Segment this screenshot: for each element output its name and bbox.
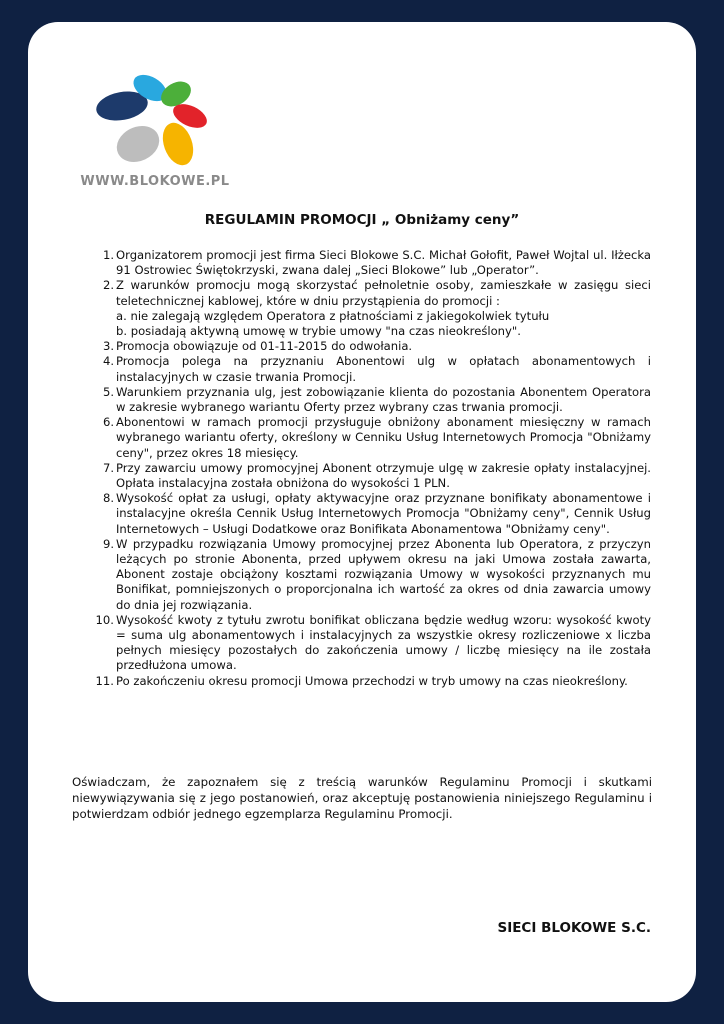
rule-number: 4. <box>102 354 114 369</box>
rule-number: 5. <box>102 384 114 399</box>
rule-subitem: b. posiadają aktywną umowę w trybie umowy "na czas nieokreślony". <box>116 324 521 339</box>
rule-number: 11. <box>95 673 114 688</box>
rule-number: 8. <box>102 491 114 506</box>
rule-number: 10. <box>95 612 114 627</box>
rule-item <box>102 248 651 278</box>
rule-number: 9. <box>102 536 114 551</box>
rule-item <box>102 339 651 354</box>
rule-item <box>95 673 651 689</box>
logo-petal-grey <box>111 119 165 168</box>
rule-subitem: a. nie zalegają względem Operatora z płatnościami z jakiegokolwiek tytułu <box>116 308 550 323</box>
rule-text: Warunkiem przyznania ulg, jest zobowiązanie klienta do pozostania Abonentem Operatora w zakresie wybranego wariantu Oferty przez wybrany czas trwania promocji. <box>116 384 651 415</box>
rule-number: 6. <box>102 415 114 430</box>
declaration-paragraph: Oświadczam, że zapoznałem się z treścią warunków Regulaminu Promocji i skutkami niewywiązywania się z jego postanowień, oraz akceptuję postanowienia niniejszego Regulaminu i potwierdzam odbiór jednego egzemplarza Regulaminu Promocji. <box>72 775 652 821</box>
rule-item <box>102 278 651 308</box>
rule-number: 1. <box>102 248 114 262</box>
rule-text: Promocja obowiązuje od 01-11-2015 do odwołania. <box>116 339 413 354</box>
rule-text: Z warunków promocju mogą skorzystać pełnoletnie osoby, zamieszkałe w zasięgu sieci teletechnicznej kablowej, które w dniu przystąpienia do promocji : <box>116 278 651 308</box>
rule-text: Abonentowi w ramach promocji przysługuje obniżony abonament miesięczny w ramach wybranego wariantu oferty, określony w Cenniku Usług Internetowych Promocja "Obniżamy ceny", przez okres 18 miesięcy. <box>116 415 651 460</box>
document-title: REGULAMIN PROMOCJI „ Obniżamy ceny” <box>204 212 520 228</box>
rule-number: 2. <box>102 278 114 293</box>
rule-item <box>102 415 651 461</box>
document-page <box>28 22 696 1002</box>
rule-item <box>102 491 651 537</box>
rule-text: Wysokość opłat za usługi, opłaty aktywacyjne oraz przyznane bonifikaty abonamentowe i instalacyjne określa Cennik Usług Internetowych Promocja "Obniżamy ceny", Cennik Usług Internetowych – Usługi Dodatkowe oraz Bonifikata Abonamentowa "Obniżamy ceny". <box>116 491 651 536</box>
signature: SIECI BLOKOWE S.C. <box>497 920 651 936</box>
rule-text: W przypadku rozwiązania Umowy promocyjnej przez Abonenta lub Operatora, z przyczyn leżących po stronie Abonenta, przed upływem okresu na jaki Umowa została zawarta, Abonent zostaje obciążony kosztami rozwiązania Umowy w wysokości przyznanych mu Bonifikat, pomniejszonych o proporcjonalna ich wartość za okres od dnia zawarcia umowy do dnia jej rozwiązania. <box>116 536 651 612</box>
rule-number: 7. <box>102 460 114 475</box>
rules-list <box>95 248 651 689</box>
rule-text: Wysokość kwoty z tytułu zwrotu bonifikat obliczana będzie według wzoru: wysokość kwoty = suma ulg abonamentowych i instalacyjnych za wszystkie okresy rozliczeniowe x liczba pełnych miesięcy pozostałych do zakończenia umowy / liczbę miesięcy na ile została przedłużona umowa. <box>116 612 651 673</box>
rule-item <box>102 536 651 613</box>
rule-number: 3. <box>102 339 114 354</box>
rule-item <box>102 384 651 415</box>
rule-item <box>102 354 651 384</box>
rule-item <box>95 612 651 674</box>
rule-text: Organizatorem promocji jest firma Sieci Blokowe S.C. Michał Gołofit, Paweł Wojtal ul. Iłżecka 91 Ostrowiec Świętokrzyski, zwana dalej „Sieci Blokowe” lub „Operator”. <box>116 248 651 278</box>
logo-url-text: WWW.BLOKOWE.PL <box>80 174 230 189</box>
company-logo <box>78 64 238 224</box>
rule-text: Promocja polega na przyznaniu Abonentowi ulg w opłatach abonamentowych i instalacyjnych w czasie trwania Promocji. <box>116 354 651 384</box>
flower-logo-icon <box>78 64 238 184</box>
rule-item <box>102 460 651 491</box>
rule-text: Przy zawarciu umowy promocyjnej Abonent otrzymuje ulgę w zakresie opłaty instalacyjnej. Opłata instalacyjna została obniżona do wysokości 1 PLN. <box>116 460 651 491</box>
rule-text: Po zakończeniu okresu promocji Umowa przechodzi w tryb umowy na czas nieokreślony. <box>116 673 628 688</box>
